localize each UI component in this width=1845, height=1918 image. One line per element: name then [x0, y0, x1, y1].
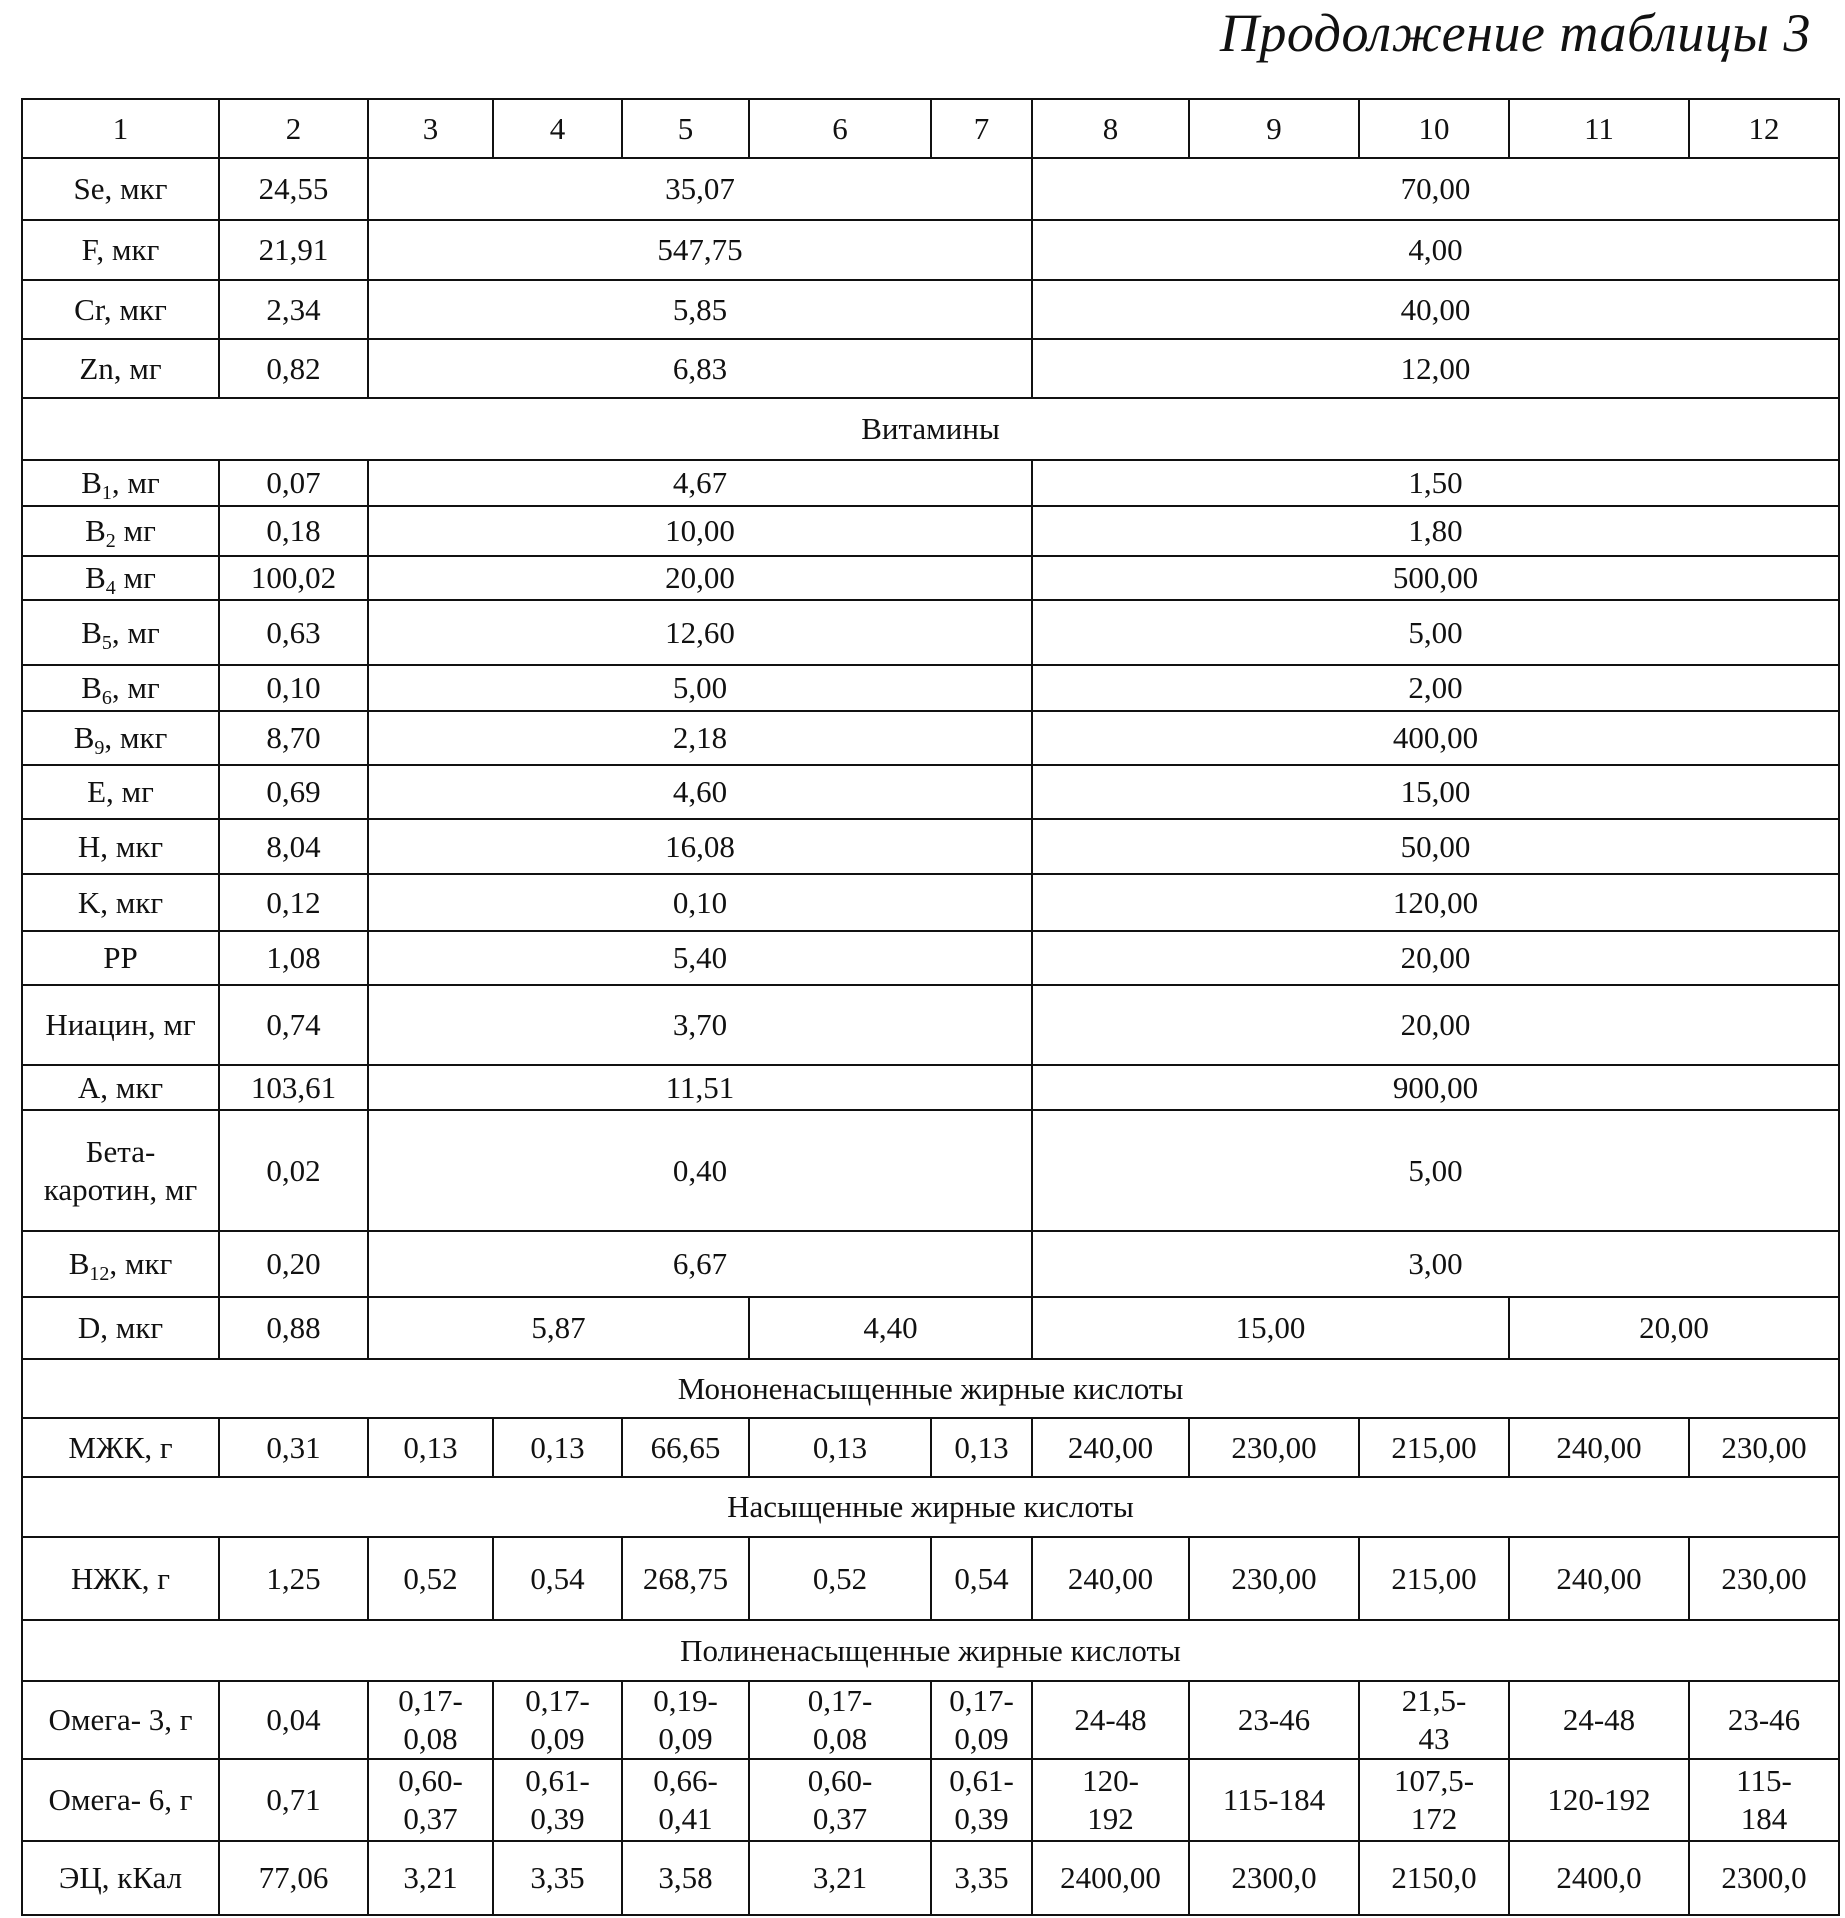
- row-label: [22, 665, 219, 711]
- table-row: [22, 931, 1839, 985]
- cell-value: 0,13: [368, 1418, 493, 1477]
- cell-value: 40,00: [1032, 280, 1839, 339]
- cell-value: 240,00: [1032, 1418, 1189, 1477]
- cell-value: 5,00: [1032, 1110, 1839, 1231]
- cell-value: 2400,00: [1032, 1841, 1189, 1915]
- table-row: [22, 665, 1839, 711]
- cell-value: 0,07: [219, 460, 368, 506]
- table-row: [22, 339, 1839, 398]
- cell-value: 0,04: [219, 1681, 368, 1759]
- cell-value: 0,17-0,08: [749, 1681, 931, 1759]
- cell-value: 11,51: [368, 1065, 1032, 1110]
- column-number: 5: [622, 99, 749, 158]
- table-row: [22, 280, 1839, 339]
- cell-value: 0,61-0,39: [493, 1759, 622, 1841]
- row-label: [22, 506, 219, 556]
- cell-value: 0,54: [493, 1537, 622, 1620]
- label-base: B: [85, 560, 106, 595]
- cell-value: 23-46: [1189, 1681, 1359, 1759]
- cell-value: 10,00: [368, 506, 1032, 556]
- cell-value: 230,00: [1689, 1418, 1839, 1477]
- cell-value: 268,75: [622, 1537, 749, 1620]
- cell-value: 0,19-0,09: [622, 1681, 749, 1759]
- cell-value: 50,00: [1032, 819, 1839, 874]
- cell-value: 0,88: [219, 1297, 368, 1359]
- row-label: [22, 600, 219, 665]
- section-title: Насыщенные жирные кислоты: [22, 1477, 1839, 1537]
- cell-value: 5,00: [1032, 600, 1839, 665]
- table-row: [22, 1065, 1839, 1110]
- cell-value: 70,00: [1032, 158, 1839, 220]
- cell-value: 20,00: [368, 556, 1032, 600]
- column-number: 8: [1032, 99, 1189, 158]
- cell-value: 3,21: [749, 1841, 931, 1915]
- cell-value: 0,17-0,08: [368, 1681, 493, 1759]
- cell-value: 103,61: [219, 1065, 368, 1110]
- cell-value: 215,00: [1359, 1537, 1509, 1620]
- cell-value: 0,60-0,37: [749, 1759, 931, 1841]
- table-row: [22, 1110, 1839, 1231]
- section-row: [22, 1477, 1839, 1537]
- row-label: Омега- 6, г: [22, 1759, 219, 1841]
- cell-value: 120-192: [1032, 1759, 1189, 1841]
- cell-value: 4,67: [368, 460, 1032, 506]
- table-row: [22, 1231, 1839, 1297]
- cell-value: 240,00: [1509, 1418, 1689, 1477]
- cell-value: 5,40: [368, 931, 1032, 985]
- cell-value: 16,08: [368, 819, 1032, 874]
- section-row: [22, 1359, 1839, 1418]
- table-row: [22, 556, 1839, 600]
- cell-value: 77,06: [219, 1841, 368, 1915]
- cell-value: 2300,0: [1189, 1841, 1359, 1915]
- column-number: 7: [931, 99, 1032, 158]
- cell-value: 0,60-0,37: [368, 1759, 493, 1841]
- row-label: D, мкг: [22, 1297, 219, 1359]
- cell-value: 0,40: [368, 1110, 1032, 1231]
- cell-value: 8,04: [219, 819, 368, 874]
- cell-value: 0,10: [219, 665, 368, 711]
- cell-value: 2,34: [219, 280, 368, 339]
- cell-value: 0,13: [749, 1418, 931, 1477]
- cell-value: 0,63: [219, 600, 368, 665]
- cell-value: 115-184: [1189, 1759, 1359, 1841]
- row-label: A, мкг: [22, 1065, 219, 1110]
- cell-value: 900,00: [1032, 1065, 1839, 1110]
- cell-value: 21,5-43: [1359, 1681, 1509, 1759]
- section-row: [22, 398, 1839, 460]
- cell-value: 0,69: [219, 765, 368, 819]
- cell-value: 1,25: [219, 1537, 368, 1620]
- cell-value: 2,18: [368, 711, 1032, 765]
- cell-value: 5,00: [368, 665, 1032, 711]
- row-label: [22, 460, 219, 506]
- cell-value: 547,75: [368, 220, 1032, 280]
- column-number: 6: [749, 99, 931, 158]
- cell-value: 500,00: [1032, 556, 1839, 600]
- cell-value: 120-192: [1509, 1759, 1689, 1841]
- row-label: [22, 556, 219, 600]
- cell-value: 2,00: [1032, 665, 1839, 711]
- cell-value: 8,70: [219, 711, 368, 765]
- cell-value: 0,17-0,09: [493, 1681, 622, 1759]
- cell-value: 20,00: [1032, 985, 1839, 1065]
- cell-value: 230,00: [1189, 1537, 1359, 1620]
- label-base: B: [81, 465, 102, 500]
- cell-value: 0,17-0,09: [931, 1681, 1032, 1759]
- section-title: Мононенасыщенные жирные кислоты: [22, 1359, 1839, 1418]
- cell-value: 3,35: [931, 1841, 1032, 1915]
- cell-value: 66,65: [622, 1418, 749, 1477]
- cell-value: 400,00: [1032, 711, 1839, 765]
- row-label: K, мкг: [22, 874, 219, 931]
- table-row: [22, 1841, 1839, 1915]
- label-unit: , мг: [112, 670, 160, 705]
- label-subscript: 9: [94, 737, 104, 759]
- label-unit: , мг: [112, 465, 160, 500]
- label-base: B: [81, 670, 102, 705]
- cell-value: 12,60: [368, 600, 1032, 665]
- cell-value: 12,00: [1032, 339, 1839, 398]
- row-label: PP: [22, 931, 219, 985]
- table-row: [22, 220, 1839, 280]
- cell-value: 240,00: [1509, 1537, 1689, 1620]
- table-row: [22, 1681, 1839, 1759]
- cell-value: 0,74: [219, 985, 368, 1065]
- table-row: [22, 765, 1839, 819]
- cell-value: 3,58: [622, 1841, 749, 1915]
- column-number: 11: [1509, 99, 1689, 158]
- row-label: Se, мкг: [22, 158, 219, 220]
- cell-value: 4,60: [368, 765, 1032, 819]
- column-number: 2: [219, 99, 368, 158]
- cell-value: 5,87: [368, 1297, 749, 1359]
- label-subscript: 6: [102, 687, 112, 709]
- label-base: B: [85, 513, 106, 548]
- section-title: Полиненасыщенные жирные кислоты: [22, 1620, 1839, 1681]
- label-unit: , мкг: [104, 720, 167, 755]
- row-label: МЖК, г: [22, 1418, 219, 1477]
- cell-value: 115-184: [1689, 1759, 1839, 1841]
- cell-value: 0,66-0,41: [622, 1759, 749, 1841]
- cell-value: 20,00: [1509, 1297, 1839, 1359]
- nutrition-table: [21, 98, 1840, 1916]
- row-label: НЖК, г: [22, 1537, 219, 1620]
- cell-value: 1,50: [1032, 460, 1839, 506]
- cell-value: 24,55: [219, 158, 368, 220]
- label-base: B: [81, 615, 102, 650]
- table-row: [22, 874, 1839, 931]
- row-label: H, мкг: [22, 819, 219, 874]
- column-number: 4: [493, 99, 622, 158]
- row-label: E, мг: [22, 765, 219, 819]
- cell-value: 0,52: [368, 1537, 493, 1620]
- table-row: [22, 985, 1839, 1065]
- cell-value: 15,00: [1032, 765, 1839, 819]
- label-unit: , мг: [112, 615, 160, 650]
- section-title: Витамины: [22, 398, 1839, 460]
- table-row: [22, 819, 1839, 874]
- cell-value: 15,00: [1032, 1297, 1509, 1359]
- label-unit: мг: [116, 560, 156, 595]
- cell-value: 230,00: [1689, 1537, 1839, 1620]
- table-row: [22, 600, 1839, 665]
- table-row: [22, 1297, 1839, 1359]
- row-label: [22, 1231, 219, 1297]
- cell-value: 5,85: [368, 280, 1032, 339]
- cell-value: 1,08: [219, 931, 368, 985]
- cell-value: 3,70: [368, 985, 1032, 1065]
- cell-value: 2400,0: [1509, 1841, 1689, 1915]
- cell-value: 0,02: [219, 1110, 368, 1231]
- row-label: Бета-каротин, мг: [22, 1110, 219, 1231]
- column-number: 12: [1689, 99, 1839, 158]
- column-number: 9: [1189, 99, 1359, 158]
- row-label: Ниацин, мг: [22, 985, 219, 1065]
- cell-value: 21,91: [219, 220, 368, 280]
- section-row: [22, 1620, 1839, 1681]
- cell-value: 0,54: [931, 1537, 1032, 1620]
- row-label: [22, 711, 219, 765]
- cell-value: 20,00: [1032, 931, 1839, 985]
- label-unit: , мкг: [109, 1246, 172, 1281]
- cell-value: 215,00: [1359, 1418, 1509, 1477]
- cell-value: 24-48: [1032, 1681, 1189, 1759]
- row-label: ЭЦ, кКал: [22, 1841, 219, 1915]
- cell-value: 3,00: [1032, 1231, 1839, 1297]
- cell-value: 0,18: [219, 506, 368, 556]
- cell-value: 4,40: [749, 1297, 1032, 1359]
- cell-value: 1,80: [1032, 506, 1839, 556]
- label-subscript: 5: [102, 632, 112, 654]
- row-label: Омега- 3, г: [22, 1681, 219, 1759]
- table-row: [22, 506, 1839, 556]
- table-row: [22, 158, 1839, 220]
- table-row: [22, 1537, 1839, 1620]
- cell-value: 120,00: [1032, 874, 1839, 931]
- cell-value: 100,02: [219, 556, 368, 600]
- cell-value: 6,83: [368, 339, 1032, 398]
- row-label: F, мкг: [22, 220, 219, 280]
- cell-value: 3,35: [493, 1841, 622, 1915]
- cell-value: 0,13: [493, 1418, 622, 1477]
- cell-value: 35,07: [368, 158, 1032, 220]
- label-subscript: 1: [102, 482, 112, 504]
- cell-value: 107,5-172: [1359, 1759, 1509, 1841]
- cell-value: 0,82: [219, 339, 368, 398]
- label-subscript: 4: [106, 577, 116, 599]
- cell-value: 3,21: [368, 1841, 493, 1915]
- cell-value: 240,00: [1032, 1537, 1189, 1620]
- table-row: [22, 711, 1839, 765]
- cell-value: 23-46: [1689, 1681, 1839, 1759]
- cell-value: 2300,0: [1689, 1841, 1839, 1915]
- column-number: 3: [368, 99, 493, 158]
- cell-value: 24-48: [1509, 1681, 1689, 1759]
- table-caption: Продолжение таблицы 3: [1220, 2, 1811, 64]
- cell-value: 2150,0: [1359, 1841, 1509, 1915]
- table-row: [22, 1418, 1839, 1477]
- label-subscript: 2: [106, 530, 116, 552]
- cell-value: 0,61-0,39: [931, 1759, 1032, 1841]
- column-number: 10: [1359, 99, 1509, 158]
- label-base: B: [74, 720, 95, 755]
- label-unit: мг: [116, 513, 156, 548]
- cell-value: 0,31: [219, 1418, 368, 1477]
- label-subscript: 12: [89, 1263, 109, 1285]
- label-base: B: [69, 1246, 90, 1281]
- cell-value: 0,71: [219, 1759, 368, 1841]
- column-number: 1: [22, 99, 219, 158]
- cell-value: 0,10: [368, 874, 1032, 931]
- cell-value: 0,13: [931, 1418, 1032, 1477]
- cell-value: 0,12: [219, 874, 368, 931]
- cell-value: 0,52: [749, 1537, 931, 1620]
- row-label: Cr, мкг: [22, 280, 219, 339]
- cell-value: 230,00: [1189, 1418, 1359, 1477]
- cell-value: 0,20: [219, 1231, 368, 1297]
- table-row: [22, 460, 1839, 506]
- table-row: [22, 1759, 1839, 1841]
- cell-value: 4,00: [1032, 220, 1839, 280]
- row-label: Zn, мг: [22, 339, 219, 398]
- cell-value: 6,67: [368, 1231, 1032, 1297]
- header-row: [22, 99, 1839, 158]
